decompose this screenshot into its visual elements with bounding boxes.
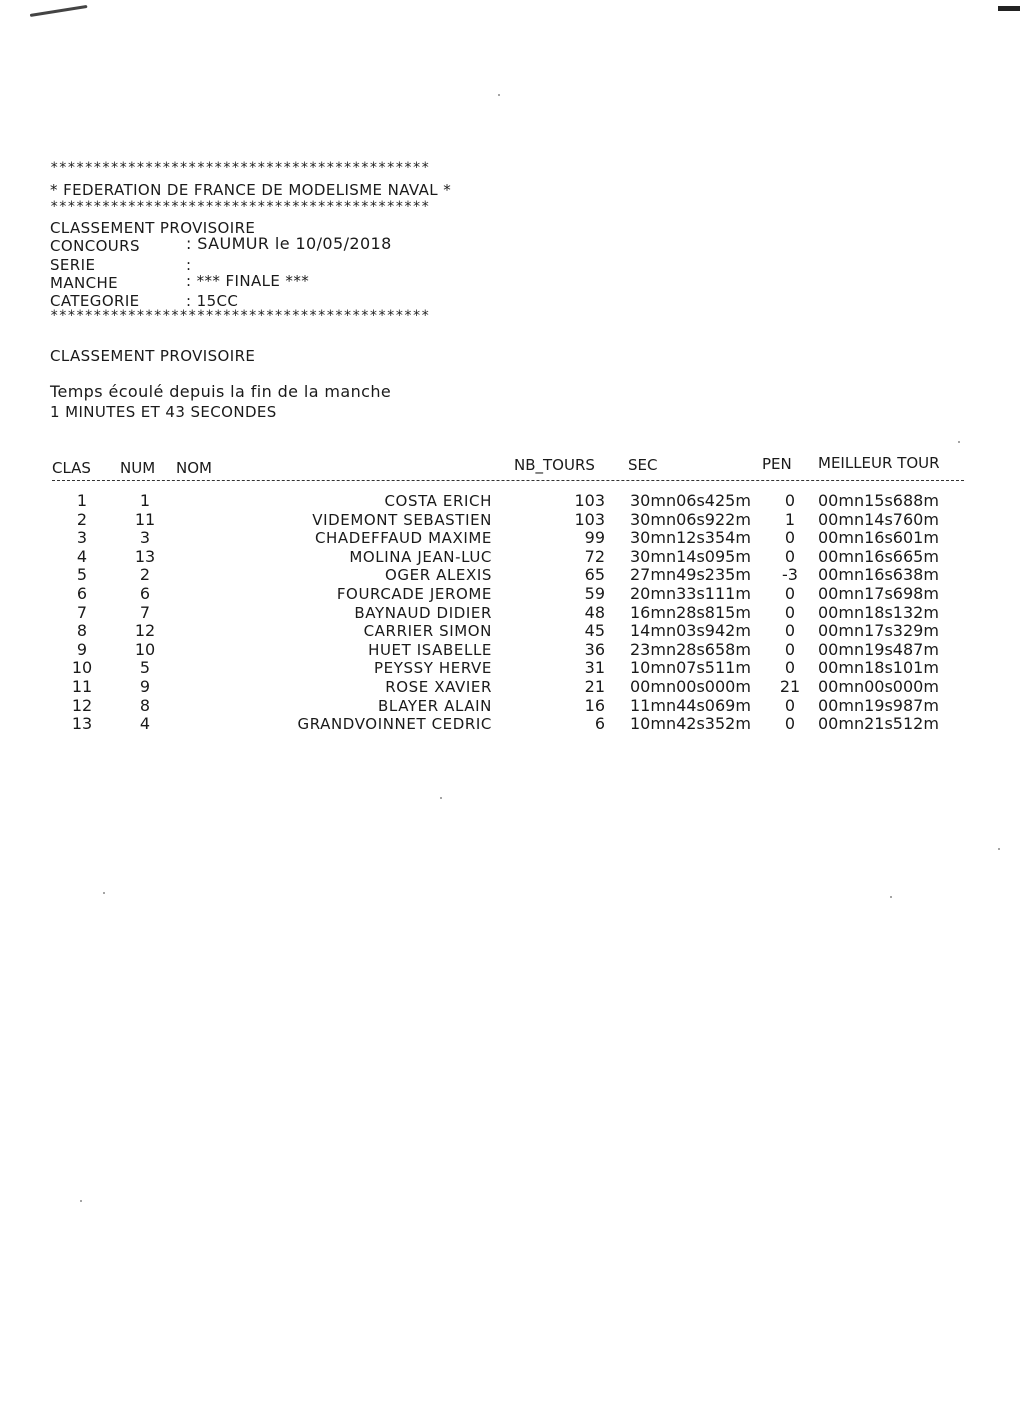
cell-num: 9 <box>139 676 151 696</box>
serie-value: : <box>186 256 192 274</box>
cell-best: 00mn16s601m <box>818 528 939 548</box>
concours-label: CONCOURS <box>50 237 140 255</box>
cell-tours: 16 <box>584 695 605 715</box>
cell-pen: 0 <box>784 583 796 603</box>
table-header <box>40 455 980 475</box>
elapsed-line-1: Temps écoulé depuis la fin de la manche <box>50 382 392 401</box>
cell-nom: VIDEMONT SEBASTIEN <box>312 510 492 529</box>
cell-num: 12 <box>134 621 156 641</box>
stars-border-middle: ******************************************** <box>50 199 430 215</box>
cell-tours: 103 <box>574 491 605 510</box>
cell-clas: 6 <box>76 583 88 603</box>
cell-num: 3 <box>139 528 151 548</box>
cell-nom: BAYNAUD DIDIER <box>354 603 492 622</box>
cell-sec: 10mn42s352m <box>630 714 751 734</box>
cell-tours: 72 <box>584 546 605 566</box>
cell-best: 00mn16s665m <box>818 546 939 566</box>
cell-pen: 0 <box>784 714 796 734</box>
cell-clas: 12 <box>71 695 93 715</box>
scan-speck <box>890 896 892 898</box>
stars-border-top: ******************************************** <box>50 160 430 176</box>
header-nom: NOM <box>176 459 212 477</box>
cell-best: 00mn15s688m <box>818 491 939 510</box>
cell-sec: 00mn00s000m <box>630 676 751 696</box>
cell-tours: 59 <box>584 583 605 603</box>
categorie-label: CATEGORIE <box>50 292 140 310</box>
cell-num: 7 <box>139 602 151 622</box>
cell-num: 4 <box>139 714 151 734</box>
scan-speck <box>958 441 960 443</box>
cell-num: 5 <box>139 658 151 678</box>
cell-tours: 6 <box>594 714 605 734</box>
section-title: CLASSEMENT PROVISOIRE <box>50 347 256 365</box>
cell-clas: 8 <box>76 621 88 641</box>
header-divider <box>52 480 964 481</box>
cell-nom: OGER ALEXIS <box>384 566 492 585</box>
scan-speck <box>440 797 442 799</box>
cell-tours: 21 <box>584 676 605 696</box>
table-row <box>0 566 1024 585</box>
table-row <box>0 529 1024 548</box>
table-row <box>0 511 1024 530</box>
cell-pen: 0 <box>784 658 796 678</box>
cell-tours: 48 <box>584 602 605 622</box>
cell-clas: 5 <box>76 565 88 585</box>
header-num: NUM <box>120 459 156 477</box>
cell-tours: 65 <box>584 565 605 585</box>
elapsed-line-2: 1 MINUTES ET 43 SECONDES <box>50 403 277 421</box>
header-meilleur-tour: MEILLEUR TOUR <box>818 454 940 472</box>
table-row <box>0 715 1024 734</box>
manche-value: : *** FINALE *** <box>186 272 310 290</box>
table-row <box>0 659 1024 678</box>
cell-tours: 103 <box>574 509 605 529</box>
cell-pen: 0 <box>784 491 796 510</box>
cell-best: 00mn19s487m <box>818 639 939 659</box>
cell-num: 8 <box>139 695 151 715</box>
scan-pen-mark <box>30 5 88 17</box>
cell-best: 00mn17s698m <box>818 583 939 603</box>
cell-best: 00mn16s638m <box>818 565 939 585</box>
cell-nom: CARRIER SIMON <box>363 622 492 641</box>
cell-best: 00mn21s512m <box>818 714 939 734</box>
cell-sec: 11mn44s069m <box>630 695 751 715</box>
cell-num: 11 <box>134 509 156 529</box>
cell-sec: 27mn49s235m <box>630 565 751 585</box>
table-row <box>0 492 1024 511</box>
cell-nom: PEYSSY HERVE <box>374 659 492 678</box>
cell-tours: 99 <box>584 528 605 548</box>
header-clas: CLAS <box>52 459 91 477</box>
cell-clas: 1 <box>76 491 88 510</box>
cell-num: 1 <box>139 491 151 510</box>
cell-num: 2 <box>139 565 151 585</box>
table-row <box>0 548 1024 567</box>
cell-sec: 16mn28s815m <box>630 602 751 622</box>
cell-clas: 4 <box>76 546 88 566</box>
cell-nom: ROSE XAVIER <box>385 677 492 696</box>
cell-pen: 21 <box>779 676 801 696</box>
header-pen: PEN <box>762 455 792 473</box>
cell-best: 00mn18s101m <box>818 658 939 678</box>
scan-speck <box>80 1200 82 1202</box>
cell-sec: 23mn28s658m <box>630 639 751 659</box>
cell-best: 00mn17s329m <box>818 621 939 641</box>
cell-nom: CHADEFFAUD MAXIME <box>314 529 492 548</box>
results-table <box>0 492 1024 734</box>
scan-edge-mark <box>998 6 1020 11</box>
cell-best: 00mn18s132m <box>818 602 939 622</box>
scan-speck <box>103 892 105 894</box>
cell-tours: 36 <box>584 639 605 659</box>
serie-label: SERIE <box>50 256 96 274</box>
cell-num: 10 <box>134 639 156 659</box>
cell-num: 6 <box>139 583 151 603</box>
cell-num: 13 <box>134 546 156 566</box>
cell-sec: 30mn14s095m <box>630 546 751 566</box>
concours-value: : SAUMUR le 10/05/2018 <box>186 234 392 253</box>
cell-nom: HUET ISABELLE <box>368 640 492 659</box>
cell-nom: GRANDVOINNET CEDRIC <box>297 715 492 734</box>
table-row <box>0 641 1024 660</box>
cell-clas: 13 <box>71 714 93 734</box>
categorie-value: : 15CC <box>186 292 239 310</box>
scan-speck <box>998 848 1000 850</box>
cell-clas: 11 <box>71 676 93 696</box>
table-row <box>0 604 1024 623</box>
table-row <box>0 622 1024 641</box>
cell-pen: 0 <box>784 602 796 622</box>
cell-sec: 30mn06s922m <box>630 509 751 529</box>
cell-sec: 14mn03s942m <box>630 621 751 641</box>
cell-best: 00mn00s000m <box>818 676 939 696</box>
cell-sec: 10mn07s511m <box>630 658 751 678</box>
cell-pen: 0 <box>784 621 796 641</box>
manche-label: MANCHE <box>50 274 119 292</box>
cell-pen: -3 <box>782 565 798 585</box>
cell-clas: 3 <box>76 528 88 548</box>
table-row <box>0 585 1024 604</box>
cell-nom: COSTA ERICH <box>384 492 492 510</box>
cell-clas: 10 <box>71 658 93 678</box>
header-sec: SEC <box>628 456 658 474</box>
cell-nom: BLAYER ALAIN <box>378 696 492 715</box>
cell-best: 00mn14s760m <box>818 509 939 529</box>
stars-border-bottom: ******************************************** <box>50 308 430 324</box>
block-title: CLASSEMENT PROVISOIRE <box>50 219 256 237</box>
cell-pen: 0 <box>784 639 796 659</box>
cell-clas: 9 <box>76 639 88 659</box>
cell-pen: 0 <box>784 695 796 715</box>
cell-nom: FOURCADE JEROME <box>336 584 492 603</box>
cell-sec: 30mn06s425m <box>630 491 751 510</box>
cell-nom: MOLINA JEAN-LUC <box>349 547 492 566</box>
table-row <box>0 697 1024 716</box>
cell-clas: 2 <box>76 509 88 529</box>
cell-best: 00mn19s987m <box>818 695 939 715</box>
federation-title: * FEDERATION DE FRANCE DE MODELISME NAVAL * <box>50 181 452 199</box>
cell-pen: 0 <box>784 546 796 566</box>
cell-pen: 1 <box>784 509 796 529</box>
cell-tours: 45 <box>584 621 605 641</box>
cell-sec: 20mn33s111m <box>630 583 751 603</box>
cell-clas: 7 <box>76 602 88 622</box>
scan-speck <box>498 94 500 96</box>
table-row <box>0 678 1024 697</box>
cell-pen: 0 <box>784 528 796 548</box>
cell-tours: 31 <box>584 658 605 678</box>
cell-sec: 30mn12s354m <box>630 528 751 548</box>
header-nb-tours: NB_TOURS <box>514 456 595 474</box>
